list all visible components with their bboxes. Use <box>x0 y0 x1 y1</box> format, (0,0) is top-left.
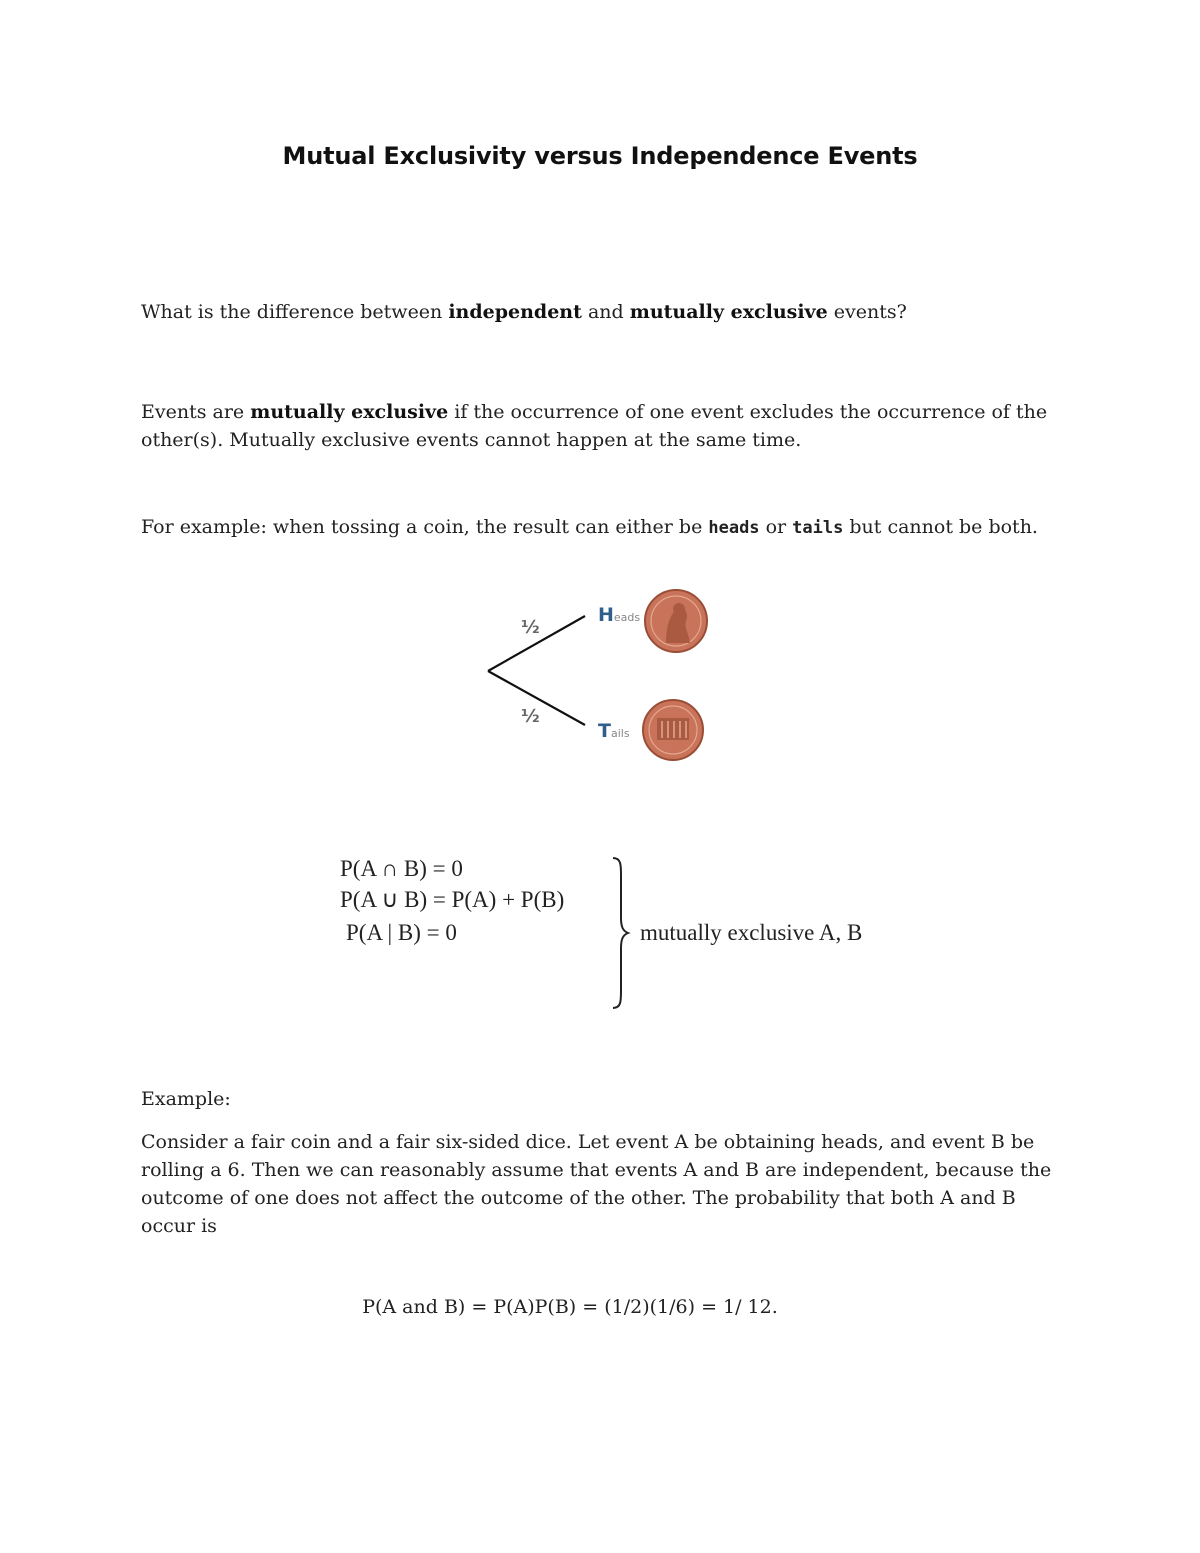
tails-label <box>598 720 630 742</box>
coin-example-post: but cannot be both. <box>843 516 1038 538</box>
math-line-intersection: P(A ∩ B) = 0 <box>340 856 463 881</box>
curly-brace-icon <box>608 855 632 1011</box>
tails-initial: T <box>598 720 611 742</box>
coin-example-mid: or <box>759 516 793 538</box>
page-title: Mutual Exclusivity versus Independence Events <box>282 142 918 170</box>
question-mid: and <box>581 301 630 323</box>
term-independent: independent <box>448 301 582 323</box>
tails-rest: ails <box>610 727 630 740</box>
question-paragraph <box>141 298 1066 326</box>
math-line-union: P(A ∪ B) = P(A) + P(B) <box>340 887 565 912</box>
coin-example-paragraph <box>141 513 1066 542</box>
math-line-conditional: P(A | B) = 0 <box>346 920 457 945</box>
tails-coin-icon <box>643 700 703 760</box>
heads-label <box>598 604 640 626</box>
question-pre: What is the difference between <box>141 301 449 323</box>
coin-example-pre: For example: when tossing a coin, the result can either be <box>141 516 709 538</box>
definition-term: mutually exclusive <box>250 401 449 423</box>
probability-formula: P(A and B) = P(A)P(B) = (1/2)(1/6) = 1/ 12. <box>362 1296 778 1318</box>
example-body: Consider a fair coin and a fair six-sided dice. Let event A be obtaining heads, and event B be rolling a 6. Then we can reasonably assume that events A and B are independent, because the outcome of one does not affect the outcome of the other. The probability that both A and B occur is <box>141 1131 1052 1237</box>
heads-coin-icon <box>645 590 707 652</box>
heads-word: heads <box>708 518 760 538</box>
heads-initial: H <box>598 604 614 626</box>
math-label: mutually exclusive A, B <box>640 920 863 945</box>
definition-post: if the occurrence of one event excludes the occurrence of the other(s). Mutually exclusive events cannot happen at the same time. <box>141 401 1048 451</box>
example-heading: Example: <box>141 1088 231 1110</box>
probability-heads: ½ <box>521 617 540 638</box>
definition-paragraph <box>141 398 1066 454</box>
question-post: events? <box>827 301 907 323</box>
tails-word: tails <box>792 518 844 538</box>
probability-tails: ½ <box>521 706 540 727</box>
term-mutually-exclusive: mutually exclusive <box>629 301 828 323</box>
heads-rest: eads <box>613 611 641 624</box>
definition-pre: Events are <box>141 401 251 423</box>
